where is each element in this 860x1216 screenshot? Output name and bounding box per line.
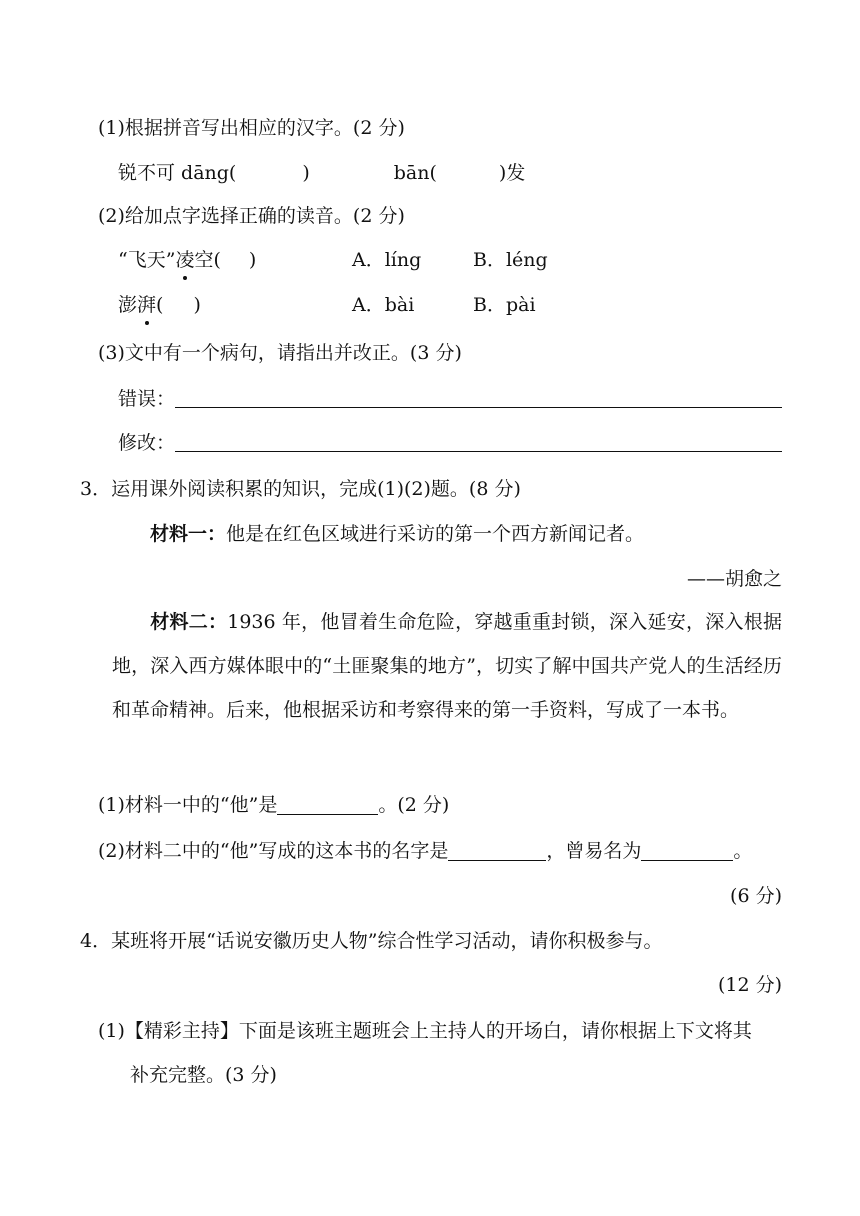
- fix-answer-line[interactable]: [175, 450, 782, 452]
- q2-sub1-prompt: (1)根据拼音写出相应的汉字。(2 分): [98, 117, 405, 139]
- row1-option-b: B．léng: [473, 249, 548, 271]
- q2-sub3-prompt: (3)文中有一个病句，请指出并改正。(3 分): [98, 342, 462, 364]
- row1-word-suffix: 空(: [194, 249, 221, 271]
- row1-word-prefix: “飞天”: [118, 249, 176, 271]
- material-1-source: ——胡愈之: [686, 568, 782, 590]
- row2-option-a: A．bài: [352, 294, 415, 316]
- q3-sub2: [98, 838, 752, 864]
- q3-sub1: [98, 792, 449, 818]
- fix-label: 修改：: [118, 432, 176, 454]
- error-label: 错误：: [118, 388, 176, 410]
- q4-sub1-line1: (1)【精彩主持】下面是该班主题班会上主持人的开场白，请你根据上下文将其: [98, 1020, 752, 1042]
- q2-sub2-prompt: (2)给加点字选择正确的读音。(2 分): [98, 205, 405, 227]
- material-1-label: 材料一：: [150, 523, 227, 545]
- material-2-label: 材料二：: [150, 611, 228, 633]
- q3-sub1-prefix: (1)材料一中的“他”是: [98, 794, 278, 816]
- q3-sub1-blank[interactable]: [277, 794, 378, 815]
- q2-reading-row-2: [118, 292, 201, 318]
- q3-material-2: [112, 600, 782, 732]
- q2-reading-row-1: [118, 247, 256, 273]
- q3-sub2-mid: ，曾易名为: [546, 840, 642, 862]
- row1-dotted-char: 凌: [175, 249, 195, 271]
- row2-dotted-char: 湃: [137, 294, 157, 316]
- q3-sub2-prefix: (2)材料二中的“他”写成的这本书的名字是: [98, 840, 449, 862]
- q2-pinyin-row: [118, 160, 525, 186]
- q4-sub1-line2: 补充完整。(3 分): [130, 1064, 277, 1086]
- q3-sub2-blank-1[interactable]: [448, 840, 546, 861]
- pinyin-item-2-prefix: bān(: [393, 162, 437, 184]
- material-1-text: 他是在红色区域进行采访的第一个西方新闻记者。: [226, 523, 645, 545]
- row2-word-prefix: 澎: [118, 294, 138, 316]
- q3-sub2-blank-2[interactable]: [641, 840, 733, 861]
- q3-sub1-suffix: 。(2 分): [378, 794, 450, 816]
- row2-open-paren: (: [156, 294, 164, 316]
- q3-material-1: [150, 521, 644, 547]
- row2-close-paren: ): [193, 294, 201, 316]
- q3-sub2-score: (6 分): [730, 885, 782, 907]
- row1-close-paren: ): [248, 249, 257, 271]
- q3-sub2-suffix: 。: [733, 840, 753, 862]
- row1-option-a: A．líng: [352, 249, 422, 271]
- pinyin-item-1-suffix: ): [302, 162, 310, 184]
- q4-stem: 4．某班将开展“话说安徽历史人物”综合性学习活动，请你积极参与。: [80, 930, 663, 952]
- pinyin-item-1-prefix: 锐不可 dāng(: [118, 162, 237, 184]
- row2-option-b: B．pài: [473, 294, 536, 316]
- q4-score: (12 分): [717, 974, 782, 996]
- error-answer-line[interactable]: [175, 406, 782, 408]
- q3-stem: 3．运用课外阅读积累的知识，完成(1)(2)题。(8 分): [80, 478, 521, 500]
- pinyin-item-2-suffix: )发: [498, 162, 526, 184]
- material-2-text: 1936 年，他冒着生命危险，穿越重重封锁，深入延安，深入根据地，深入西方媒体眼中的“土匪聚集的地方”，切实了解中国共产党人的生活经历和革命精神。后来，他根据采访和考察得来的第一手资料，写成了一本书。: [112, 611, 782, 721]
